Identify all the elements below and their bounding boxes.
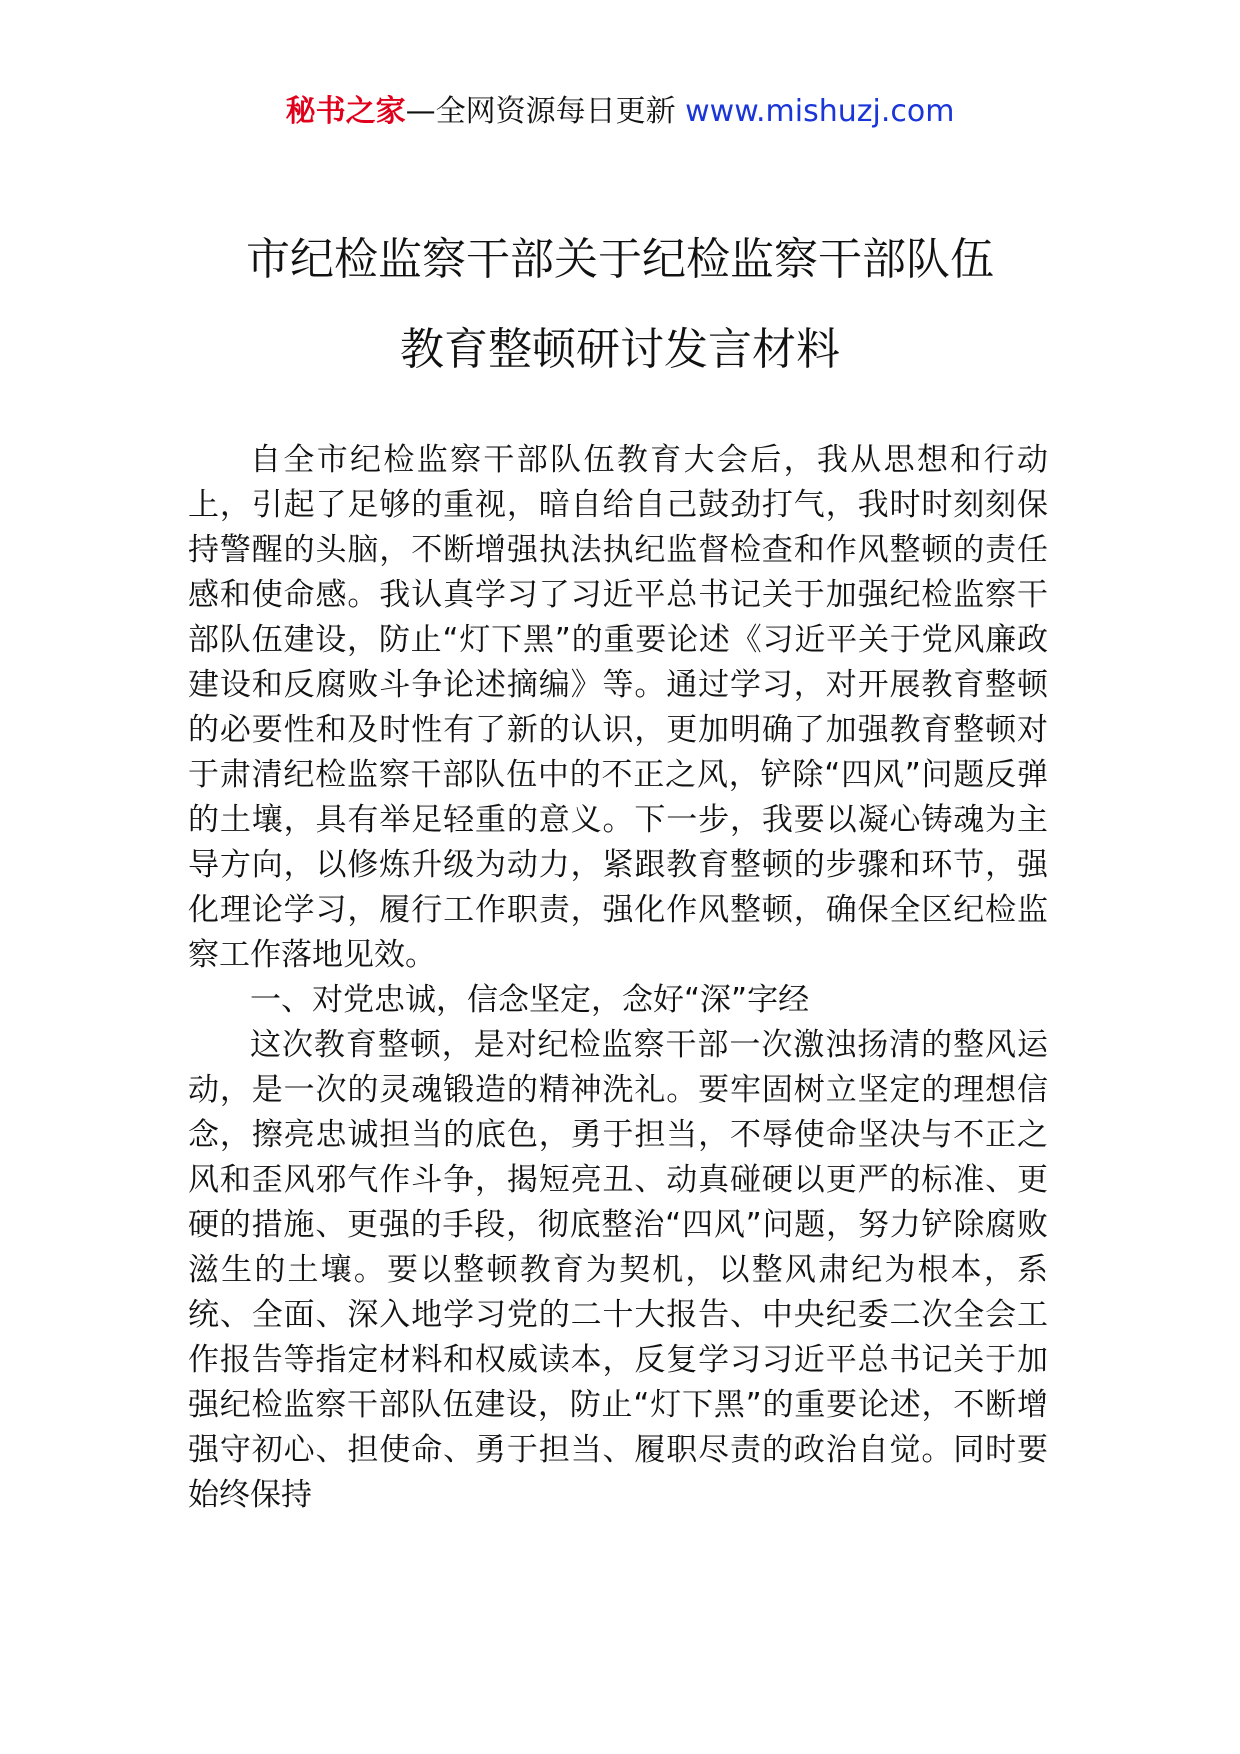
section-heading-1: 一、对党忠诚，信念坚定，念好“深”字经 [250,982,810,1018]
site-header [0,92,1240,132]
body-paragraph-intro: 自全市纪检监察干部队伍教育大会后，我从思想和行动上，引起了足够的重视，暗自给自己鼓劲打气，我时时刻刻保持警醒的头脑，不断增强执法执纪监督检查和作风整顿的责任感和使命感。我认真学习了习近平总书记关于加强纪检监察干部队伍建设，防止“灯下黑”的重要论述《习近平关于党风廉政建设和反腐败斗争论述摘编》等。通过学习，对开展教育整顿的必要性和及时性有了新的认识，更加明确了加强教育整顿对于肃清纪检监察干部队伍中的不正之风，铲除“四风”问题反弹的土壤，具有举足轻重的意义。下一步，我要以凝心铸魂为主导方向，以修炼升级为动力，紧跟教育整顿的步骤和环节，强化理论学习，履行工作职责，强化作风整顿，确保全区纪检监察工作落地见效。 [188,442,1048,973]
document-title-line-2: 教育整顿研讨发言材料 [400,324,840,375]
document-title-line-1: 市纪检监察干部关于纪检监察干部队伍 [246,234,994,285]
body-paragraph-section-1: 这次教育整顿，是对纪检监察干部一次激浊扬清的整风运动，是一次的灵魂锻造的精神洗礼。要牢固树立坚定的理想信念，擦亮忠诚担当的底色，勇于担当，不辱使命坚决与不正之风和歪风邪气作斗争，揭短亮丑、动真碰硬以更严的标准、更硬的措施、更强的手段，彻底整治“四风”问题，努力铲除腐败滋生的土壤。要以整顿教育为契机，以整风肃纪为根本，系统、全面、深入地学习党的二十大报告、中央纪委二次全会工作报告等指定材料和权威读本，反复学习习近平总书记关于加强纪检监察干部队伍建设，防止“灯下黑”的重要论述，不断增强守初心、担使命、勇于担当、履职尽责的政治自觉。同时要始终保持 [188,1027,1048,1513]
header-tagline: —全网资源每日更新 [405,94,686,129]
brand-name: 秘书之家 [285,94,406,129]
site-url-link[interactable]: www.mishuzj.com [685,94,955,129]
document-body [188,438,1048,1518]
